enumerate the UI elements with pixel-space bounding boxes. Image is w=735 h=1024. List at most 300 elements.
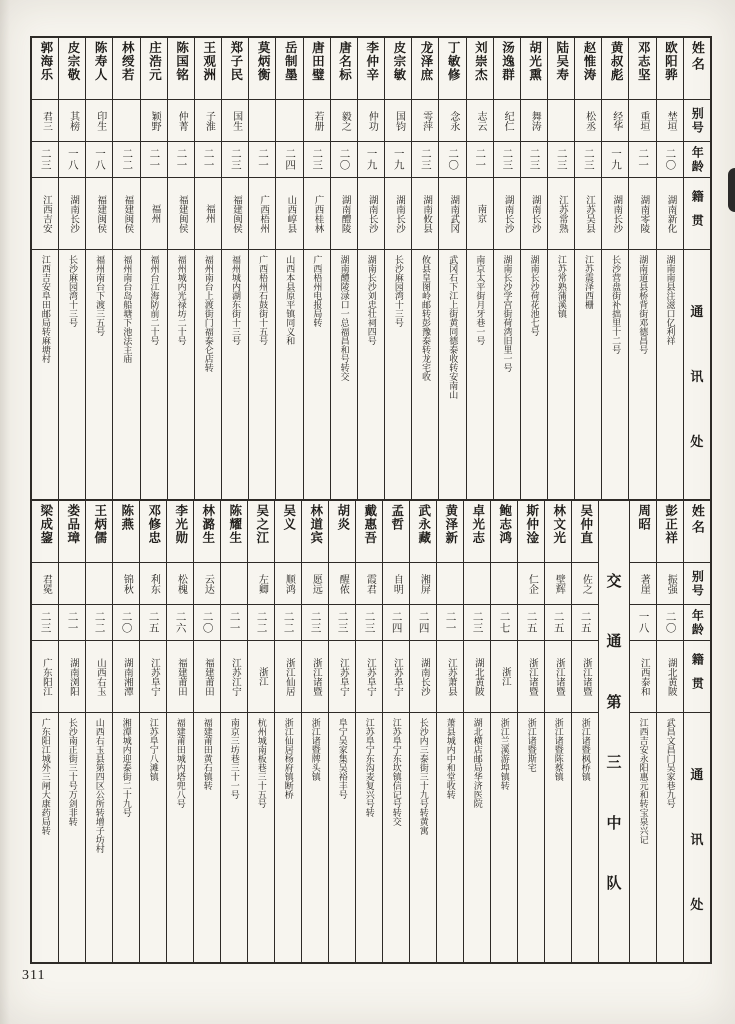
person-address: 长沙营盘街补拙里十二号 <box>611 255 622 354</box>
person-age-cell <box>59 605 85 641</box>
person-age-cell <box>491 605 517 641</box>
person-age-cell <box>657 142 683 178</box>
person-address: 山西右玉县第四区公所转增子坊村 <box>94 718 105 853</box>
person-alias-cell <box>86 563 112 605</box>
person-address-cell <box>59 713 85 962</box>
person-age: 二〇 <box>664 148 676 171</box>
person-native-place: 湖南长沙 <box>611 194 622 233</box>
person-age: 二一 <box>228 611 240 634</box>
person-age: 二四 <box>390 611 402 634</box>
person-native-place-cell <box>113 178 139 250</box>
person-address-cell <box>518 713 544 962</box>
person-address: 武冈石下江上街黄同德泰收转安南山 <box>448 255 459 399</box>
person-native-place: 福州 <box>203 204 214 223</box>
person-age-cell <box>437 605 463 641</box>
person-native-place: 湖南攸县 <box>421 194 432 233</box>
person-age: 二五 <box>147 611 159 634</box>
person-age: 一八 <box>66 148 78 171</box>
person-column <box>58 38 85 499</box>
person-native-place: 江苏阜宁 <box>337 657 348 696</box>
person-address-cell <box>304 250 330 499</box>
person-address: 浙江仙居杨府镇断桥 <box>283 718 294 799</box>
person-alias-cell <box>572 563 598 605</box>
person-name: 胡炎 <box>335 504 350 531</box>
person-alias-cell <box>331 100 357 142</box>
person-alias-cell <box>657 100 683 142</box>
person-age-cell <box>356 605 382 641</box>
person-name-cell <box>167 501 193 563</box>
person-name-cell <box>356 501 382 563</box>
person-alias: 毅之 <box>339 110 351 131</box>
person-age-cell <box>518 605 544 641</box>
person-name-cell <box>304 38 330 100</box>
person-name: 莫炳衡 <box>256 41 271 82</box>
person-address-cell <box>32 250 58 499</box>
person-name: 黄叔彪 <box>609 41 624 82</box>
person-age: 二三 <box>311 148 323 171</box>
person-alias-cell <box>602 100 628 142</box>
person-native-place: 福建莆田 <box>175 657 186 696</box>
person-column <box>357 38 384 499</box>
person-address-cell <box>412 250 438 499</box>
person-native-place-cell <box>521 178 547 250</box>
person-age-cell <box>167 605 193 641</box>
person-name: 邓志坚 <box>636 41 651 82</box>
person-address: 福州南台上渡街门福泰仑店转 <box>203 255 214 372</box>
person-column <box>574 38 601 499</box>
person-native-place: 山西右玉 <box>94 657 105 696</box>
person-age: 二一 <box>148 148 160 171</box>
person-name-cell <box>657 501 683 563</box>
person-alias: 经华 <box>610 110 622 131</box>
person-native-place-cell <box>358 178 384 250</box>
person-age: 二三 <box>229 148 241 171</box>
person-address-cell <box>548 250 574 499</box>
person-column <box>629 501 656 962</box>
row-header-label-char: 讯 <box>690 832 704 847</box>
person-native-place-cell <box>222 178 248 250</box>
person-age: 二七 <box>498 611 510 634</box>
person-native-place-cell <box>59 178 85 250</box>
person-alias-cell <box>548 100 574 142</box>
person-age-cell <box>572 605 598 641</box>
person-name-cell <box>410 501 436 563</box>
person-alias-cell <box>412 100 438 142</box>
person-name: 岳制墨 <box>283 41 298 82</box>
person-alias-cell <box>113 563 139 605</box>
person-column <box>85 501 112 962</box>
person-alias-cell <box>275 563 301 605</box>
row-header-cell <box>684 178 710 250</box>
person-name: 陈国铭 <box>174 41 189 82</box>
person-age-cell <box>575 142 601 178</box>
person-native-place-cell <box>629 178 655 250</box>
person-column <box>571 501 598 962</box>
person-name: 郭海乐 <box>38 41 53 82</box>
person-age: 一九 <box>365 148 377 171</box>
person-age-cell <box>276 142 302 178</box>
person-column <box>382 501 409 962</box>
person-age-cell <box>331 142 357 178</box>
person-native-place-cell <box>59 641 85 713</box>
person-age: 二〇 <box>338 148 350 171</box>
squad-cell <box>599 501 629 962</box>
person-age: 二一 <box>175 148 187 171</box>
person-name: 王观洲 <box>201 41 216 82</box>
person-name: 汤逸群 <box>500 41 515 82</box>
person-address: 湖北横店邮局华济医院 <box>472 718 483 808</box>
person-alias: 念永 <box>447 110 459 131</box>
person-native-place: 江苏阜宁 <box>391 657 402 696</box>
person-address: 萧县城内中和堂收转 <box>445 718 456 799</box>
person-name-cell <box>385 38 411 100</box>
row-header-cell <box>684 641 710 713</box>
person-native-place-cell <box>113 641 139 713</box>
row-header-label <box>684 718 710 959</box>
person-address: 浙江诸暨陈蔡镇 <box>553 718 564 781</box>
person-native-place: 浙江诸暨 <box>310 657 321 696</box>
person-name-cell <box>249 38 275 100</box>
row-header-label-char: 处 <box>690 434 704 449</box>
person-address-cell <box>113 713 139 962</box>
person-alias: 松丞 <box>583 110 595 131</box>
person-address: 杭州城南板巷三十五号 <box>256 718 267 808</box>
person-alias-cell <box>221 563 247 605</box>
person-alias: 霞君 <box>364 573 376 594</box>
person-column <box>112 38 139 499</box>
person-age: 二二 <box>93 611 105 634</box>
person-address-cell <box>383 713 409 962</box>
person-native-place: 湖南长沙 <box>366 194 377 233</box>
squad-label-char: 交 <box>606 573 622 590</box>
person-native-place: 江苏阜宁 <box>364 657 375 696</box>
person-age-cell <box>140 605 166 641</box>
person-alias: 仲菁 <box>176 110 188 131</box>
person-alias-cell <box>356 563 382 605</box>
person-name: 武永藏 <box>416 504 431 545</box>
row-header-label: 年龄 <box>690 145 705 174</box>
person-age: 一九 <box>392 148 404 171</box>
row-header-label: 籍贯 <box>690 652 705 701</box>
person-column <box>411 38 438 499</box>
row-header-label: 姓名 <box>689 504 705 536</box>
person-age-cell <box>630 605 656 641</box>
person-name-cell <box>491 501 517 563</box>
person-alias-cell <box>329 563 355 605</box>
person-address: 湖南醴陵渌口一总福昌和号转交 <box>339 255 350 381</box>
person-native-place-cell <box>464 641 490 713</box>
row-header-label <box>684 255 710 496</box>
person-native-place-cell <box>412 178 438 250</box>
person-alias-cell <box>545 563 571 605</box>
person-column <box>328 501 355 962</box>
person-name: 娄品璋 <box>65 504 80 545</box>
person-name: 戴惠吾 <box>362 504 377 545</box>
person-age-cell <box>545 605 571 641</box>
person-name-cell <box>221 501 247 563</box>
person-native-place: 浙江 <box>256 667 267 686</box>
person-address: 江苏震泽西栅 <box>583 255 594 309</box>
row-header-cell <box>684 605 710 641</box>
person-alias: 醒侬 <box>337 573 349 594</box>
person-native-place-cell <box>572 641 598 713</box>
row-header-cell <box>684 501 710 563</box>
person-name-cell <box>545 501 571 563</box>
person-name: 陆吴寿 <box>554 41 569 82</box>
person-native-place-cell <box>195 178 221 250</box>
person-name-cell <box>86 501 112 563</box>
person-alias: 顺鸿 <box>283 573 295 594</box>
person-alias: 君冕 <box>40 573 52 594</box>
person-address: 江西吉安阜田邮局转麻塘村 <box>40 255 51 363</box>
person-address: 阜宁吴家集吴裕丰号 <box>337 718 348 799</box>
person-age: 二三 <box>39 148 51 171</box>
person-address: 福州城内光禄坊二十号 <box>176 255 187 345</box>
person-name: 黄泽新 <box>443 504 458 545</box>
person-alias-cell <box>195 100 221 142</box>
person-native-place-cell <box>518 641 544 713</box>
person-age-cell <box>494 142 520 178</box>
person-address-cell <box>168 250 194 499</box>
person-address: 福州城内湖东街十三号 <box>230 255 241 345</box>
person-age-cell <box>385 142 411 178</box>
person-native-place: 广东阳江 <box>40 657 51 696</box>
row-header-label: 年龄 <box>690 608 705 637</box>
person-native-place: 湖北黄陂 <box>472 657 483 696</box>
person-column <box>547 38 574 499</box>
person-column <box>167 38 194 499</box>
person-address-cell <box>630 713 656 962</box>
person-address: 攸县皇图岭邮转彭豫泰转龙宅收 <box>421 255 432 381</box>
person-age-cell <box>657 605 683 641</box>
person-alias: 云达 <box>202 573 214 594</box>
person-name-cell <box>32 38 58 100</box>
person-address-cell <box>248 713 274 962</box>
person-native-place-cell <box>276 178 302 250</box>
person-name-cell <box>275 501 301 563</box>
person-age-cell <box>629 142 655 178</box>
person-age: 二三 <box>336 611 348 634</box>
person-age-cell <box>59 142 85 178</box>
person-alias-cell <box>222 100 248 142</box>
person-native-place: 湖南长沙 <box>393 194 404 233</box>
person-name-cell <box>518 501 544 563</box>
person-address: 福建莆田黄石镇转 <box>202 718 213 790</box>
person-name: 林道宾 <box>308 504 323 545</box>
person-alias-cell <box>32 563 58 605</box>
person-alias: 自明 <box>391 573 403 594</box>
person-name: 吴义 <box>281 504 296 531</box>
person-address: 湘潭城内迎泰街二十九号 <box>121 718 132 817</box>
person-alias-cell <box>383 563 409 605</box>
directory-table <box>30 36 712 964</box>
person-native-place: 湖南长沙 <box>418 657 429 696</box>
person-native-place: 湖南醴陵 <box>339 194 350 233</box>
squad-label <box>599 504 629 959</box>
person-address: 长沙麻园湾十三号 <box>393 255 404 327</box>
person-name: 吴之江 <box>254 504 269 545</box>
person-age-cell <box>383 605 409 641</box>
row-header-cell <box>684 713 710 962</box>
person-address-cell <box>437 713 463 962</box>
person-name: 陈燕 <box>119 504 134 531</box>
person-address: 长沙麻园湾十三号 <box>68 255 78 327</box>
person-native-place-cell <box>383 641 409 713</box>
person-native-place: 广西梧州 <box>258 194 269 233</box>
person-age: 二四 <box>417 611 429 634</box>
person-native-place-cell <box>304 178 330 250</box>
row-header-cell <box>684 563 710 605</box>
person-address-cell <box>356 713 382 962</box>
person-name-cell <box>59 501 85 563</box>
person-address: 福建莆田城内塔兜八号 <box>175 718 186 808</box>
person-age: 二三 <box>309 611 321 634</box>
person-alias: 仁企 <box>526 573 538 594</box>
person-age-cell <box>32 142 58 178</box>
scan-artifact-blot <box>728 168 735 212</box>
person-age: 二二 <box>121 148 133 171</box>
person-address: 江西吉安永阳惠元和转宝泉兴记 <box>638 718 649 844</box>
person-age: 二〇 <box>664 611 676 634</box>
person-age-cell <box>194 605 220 641</box>
person-age: 一八 <box>94 148 106 171</box>
person-native-place-cell <box>329 641 355 713</box>
person-address: 福州台江海防前二十号 <box>149 255 160 345</box>
person-age: 二五 <box>552 611 564 634</box>
person-alias: 颖野 <box>149 110 161 131</box>
person-name: 胡光熏 <box>527 41 542 82</box>
squad-label-char: 第 <box>606 694 622 711</box>
person-column <box>85 38 112 499</box>
person-address-cell <box>410 713 436 962</box>
person-name-cell <box>329 501 355 563</box>
person-column <box>247 501 274 962</box>
person-age: 二一 <box>256 148 268 171</box>
person-name: 庄浩元 <box>147 41 162 82</box>
person-name-cell <box>194 501 220 563</box>
person-alias-cell <box>276 100 302 142</box>
person-address-cell <box>521 250 547 499</box>
row-header-label-char: 通 <box>690 767 704 782</box>
person-address-cell <box>545 713 571 962</box>
person-alias-cell <box>248 563 274 605</box>
person-column <box>112 501 139 962</box>
person-native-place: 福州 <box>149 204 160 223</box>
person-name-cell <box>86 38 112 100</box>
person-name-cell <box>494 38 520 100</box>
person-column <box>438 38 465 499</box>
squad-column <box>598 501 629 962</box>
person-column <box>221 38 248 499</box>
person-address: 长沙南正街三十号万剑非转 <box>67 718 78 826</box>
person-address-cell <box>657 250 683 499</box>
person-address: 湖南道县桥背街邓德昌号 <box>638 255 649 354</box>
person-address: 南京三坊巷三十一号 <box>229 718 240 799</box>
person-alias-cell <box>249 100 275 142</box>
person-alias: 印生 <box>94 110 106 131</box>
person-native-place: 江苏萧县 <box>445 657 456 696</box>
person-age-cell <box>86 605 112 641</box>
person-native-place: 江西吉安 <box>40 194 51 233</box>
person-name-cell <box>575 38 601 100</box>
person-alias: 若册 <box>312 110 324 131</box>
person-address-cell <box>86 250 112 499</box>
squad-label-char: 中 <box>606 815 622 832</box>
person-column <box>32 501 58 962</box>
person-age-cell <box>304 142 330 178</box>
person-alias-cell <box>439 100 465 142</box>
person-name: 赵惟涛 <box>581 41 596 82</box>
person-age: 二三 <box>555 148 567 171</box>
page-number: 311 <box>22 968 46 983</box>
person-alias-cell <box>358 100 384 142</box>
person-column <box>493 38 520 499</box>
person-address: 广西梧州石鼓街十五号 <box>258 255 269 345</box>
person-address-cell <box>140 713 166 962</box>
person-age: 二一 <box>202 148 214 171</box>
person-name: 唐名标 <box>337 41 352 82</box>
person-alias: 重垣 <box>637 110 649 131</box>
person-name-cell <box>113 38 139 100</box>
person-age: 二三 <box>39 611 51 634</box>
person-alias-cell <box>194 563 220 605</box>
person-name: 刘崇杰 <box>473 41 488 82</box>
person-native-place-cell <box>140 641 166 713</box>
person-age: 二一 <box>474 148 486 171</box>
person-alias-cell <box>167 563 193 605</box>
person-address-cell <box>167 713 193 962</box>
person-column <box>463 501 490 962</box>
person-alias: 纪仁 <box>502 110 514 131</box>
person-address-cell <box>221 713 247 962</box>
person-native-place-cell <box>302 641 328 713</box>
person-column <box>301 501 328 962</box>
person-native-place-cell <box>439 178 465 250</box>
person-name: 林文光 <box>551 504 566 545</box>
person-column <box>32 38 58 499</box>
person-address-cell <box>222 250 248 499</box>
person-alias-cell <box>304 100 330 142</box>
person-address: 福州南台下渡三五号 <box>95 255 106 336</box>
person-native-place: 江苏江宁 <box>229 657 240 696</box>
person-native-place: 湖南长沙 <box>529 194 540 233</box>
row-header-cell <box>684 100 710 142</box>
person-name: 王炳儒 <box>92 504 107 545</box>
person-native-place: 福建闽侯 <box>122 194 133 233</box>
person-age: 二〇 <box>201 611 213 634</box>
person-alias-cell <box>59 100 85 142</box>
person-native-place-cell <box>221 641 247 713</box>
person-alias-cell <box>629 100 655 142</box>
person-alias: 埜垣 <box>665 110 677 131</box>
person-address: 福州南台岛船塘下池法主庙 <box>122 255 133 363</box>
person-column <box>436 501 463 962</box>
person-address-cell <box>629 250 655 499</box>
person-alias-cell <box>302 563 328 605</box>
person-native-place-cell <box>437 641 463 713</box>
person-alias: 国钧 <box>393 110 405 131</box>
person-native-place-cell <box>385 178 411 250</box>
person-native-place-cell <box>167 641 193 713</box>
person-native-place-cell <box>331 178 357 250</box>
person-address-cell <box>358 250 384 499</box>
person-address: 湖南南县注滋口亿利祥 <box>665 255 676 345</box>
person-name: 李光勋 <box>173 504 188 545</box>
person-name-cell <box>141 38 167 100</box>
person-name-cell <box>358 38 384 100</box>
person-address-cell <box>572 713 598 962</box>
person-age-cell <box>195 142 221 178</box>
